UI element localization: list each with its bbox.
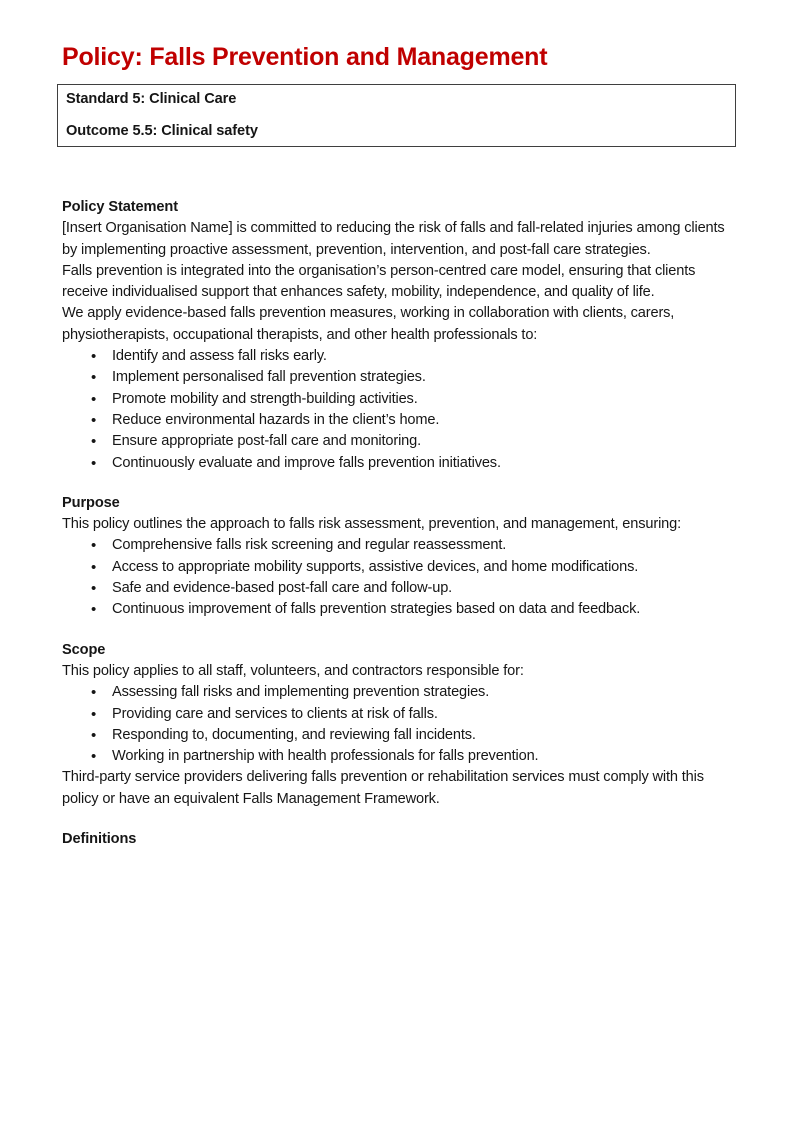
bullet-item: • Reduce environmental hazards in the client’s home. bbox=[62, 410, 736, 431]
standard-line: Standard 5: Clinical Care bbox=[66, 91, 237, 107]
section-heading: Policy Statement bbox=[62, 199, 178, 215]
paragraph: Falls prevention is integrated into the organisation’s person-centred care model, ensuring that clients receive individualised support that enhances safety, mobility, independence, and quality of life. bbox=[62, 262, 696, 301]
section-definitions bbox=[62, 829, 736, 850]
paragraph: This policy outlines the approach to falls risk assessment, prevention, and management, ensuring: bbox=[62, 516, 681, 533]
section-scope bbox=[62, 640, 736, 810]
bullet-item: • Providing care and services to clients at risk of falls. bbox=[62, 704, 736, 725]
bullet-item: • Ensure appropriate post-fall care and monitoring. bbox=[62, 431, 736, 452]
bullet-item: • Promote mobility and strength-building activities. bbox=[62, 389, 736, 410]
section-heading: Scope bbox=[62, 641, 106, 658]
bullet-list bbox=[62, 346, 736, 474]
bullet-item: • Identify and assess fall risks early. bbox=[62, 346, 736, 367]
paragraph: This policy applies to all staff, volunteers, and contractors responsible for: bbox=[62, 662, 524, 679]
bullet-item: • Continuous improvement of falls prevention strategies based on data and feedback. bbox=[62, 599, 736, 620]
bullet-item: • Continuously evaluate and improve falls prevention initiatives. bbox=[62, 453, 736, 474]
bullet-item: • Safe and evidence-based post-fall care and follow-up. bbox=[62, 578, 736, 599]
standard-outcome-box bbox=[57, 84, 736, 147]
bullet-item: • Access to appropriate mobility supports, assistive devices, and home modifications. bbox=[62, 557, 736, 578]
paragraph: We apply evidence-based falls prevention measures, working in collaboration with clients, carers, physiotherapists, occupational therapists, and other health professionals to: bbox=[62, 305, 675, 343]
section-purpose bbox=[62, 493, 736, 621]
bullet-list bbox=[62, 535, 736, 620]
bullet-item: • Implement personalised fall prevention strategies. bbox=[62, 367, 736, 388]
paragraph: Third-party service providers delivering falls prevention or rehabilitation services must comply with this policy or have an equivalent Falls Management Framework. bbox=[62, 769, 704, 807]
outcome-line: Outcome 5.5: Clinical safety bbox=[66, 123, 258, 139]
bullet-item: • Comprehensive falls risk screening and regular reassessment. bbox=[62, 535, 736, 556]
bullet-item: • Responding to, documenting, and reviewing fall incidents. bbox=[62, 725, 736, 746]
bullet-list bbox=[62, 682, 736, 767]
document-title: Policy: Falls Prevention and Management bbox=[62, 43, 548, 71]
section-policy-statement bbox=[62, 197, 736, 474]
bullet-item: • Assessing fall risks and implementing prevention strategies. bbox=[62, 682, 736, 703]
paragraph: [Insert Organisation Name] is committed to reducing the risk of falls and fall-related injuries among clients by implementing proactive assessment, prevention, intervention, and post-fall care strategies. bbox=[62, 220, 725, 258]
bullet-item: • Working in partnership with health professionals for falls prevention. bbox=[62, 746, 736, 767]
section-heading: Purpose bbox=[62, 494, 120, 511]
section-heading: Definitions bbox=[62, 831, 137, 848]
sections bbox=[62, 197, 736, 850]
